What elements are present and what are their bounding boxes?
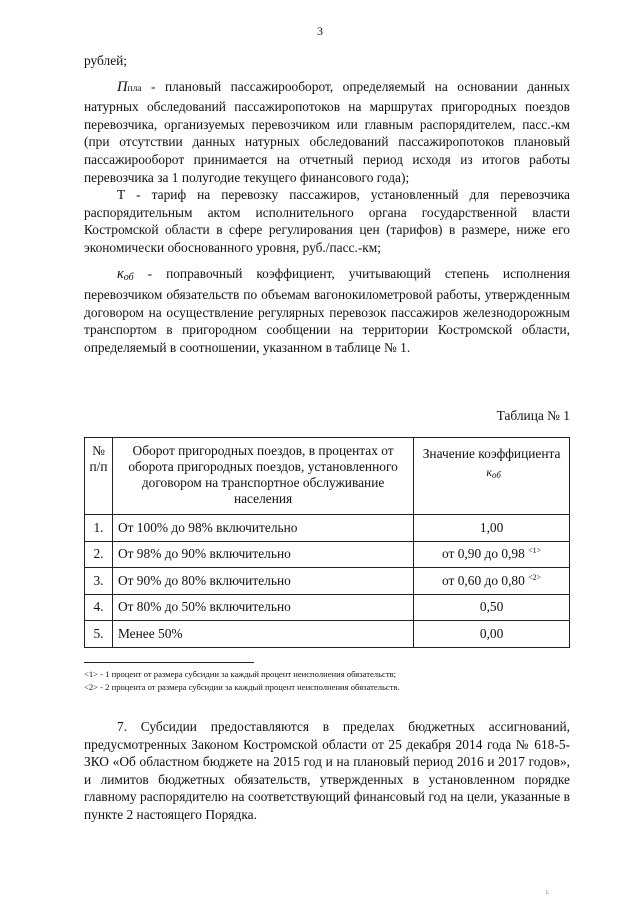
row-value <box>414 621 570 648</box>
row-description: От 80% до 50% включительно <box>112 594 413 621</box>
corner-mark: ʟ <box>546 888 550 896</box>
value-text: 1,00 <box>479 519 504 535</box>
k-symbol: к <box>117 265 124 282</box>
table-row <box>85 621 570 648</box>
row-number: 3. <box>85 568 113 595</box>
footnote-ref: <2> <box>528 572 542 582</box>
value-k-subscript: об <box>491 470 501 480</box>
footnote-1: <1> - 1 процент от размера субсидии за каждый процент неисполнения обязательств; <box>84 669 397 679</box>
table-row <box>85 594 570 621</box>
row-description: От 90% до 80% включительно <box>112 568 413 595</box>
footnote-ref: <1> <box>528 546 542 556</box>
row-number: 4. <box>85 594 113 621</box>
value-label-text: Значение коэффициента <box>422 446 561 461</box>
table-row <box>85 568 570 595</box>
document-body <box>84 52 570 357</box>
value-text: 0,50 <box>479 599 504 615</box>
k-subscript: об <box>123 271 134 283</box>
paragraph-7: 7. Субсидии предоставляются в пределах бюджетных ассигнований, предусмотренных Законом Костромской области от 25 декабря 2014 года № 618-5-ЗКО «Об областном бюджете на 2015 год и на плановый период 2016 и 2017 годов», и лимитов бюджетных обязательств, утвержденных в установленном порядке главному распорядителю на соответствующий финансовый год на цели, указанные в пункте 2 настоящего Порядка. <box>84 719 570 822</box>
header-description: Оборот пригородных поездов, в процентах от оборота пригородных поездов, установленного договором на транспортное обслуживание населения <box>112 438 413 515</box>
row-value <box>414 515 570 542</box>
row-value <box>414 541 570 568</box>
table-header-row <box>85 438 570 515</box>
row-number: 1. <box>85 515 113 542</box>
row-description: Менее 50% <box>112 621 413 648</box>
row-value <box>414 568 570 595</box>
row-description: От 100% до 98% включительно <box>112 515 413 542</box>
page-number: 3 <box>317 24 323 38</box>
k-definition-text: - поправочный коэффициент, учитывающий степень исполнения перевозчиком обязательств по объемам вагонокилометровой работы, утвержденным договором на осуществление регулярных перевозок пассажиров железнодорожным транспортом в пригородном сообщении на территории Костромской области, определяемый в соотношении, указанном в таблице № 1. <box>84 265 570 355</box>
footnotes <box>84 668 584 693</box>
header-number: № п/п <box>85 438 113 515</box>
header-value <box>414 438 570 515</box>
coefficient-definition <box>84 265 570 357</box>
row-value <box>414 594 570 621</box>
value-text: от 0,90 до 0,98 <box>442 546 525 562</box>
p-symbol: П <box>117 78 128 95</box>
table-caption: Таблица № 1 <box>496 408 570 423</box>
p-subscript: пла <box>127 83 142 94</box>
footnote-divider <box>84 662 254 663</box>
value-text: от 0,60 до 0,80 <box>442 572 525 588</box>
coefficient-table <box>84 437 570 648</box>
row-description: От 98% до 90% включительно <box>112 541 413 568</box>
row-number: 5. <box>85 621 113 648</box>
passenger-turnover-definition <box>84 78 570 187</box>
tariff-definition: Т - тариф на перевозку пассажиров, установленный для перевозчика распорядительным актом исполнительного органа государственной власти Костромской области в сфере регулирования цен (тарифов) в размере, ниже его экономически обоснованного уровня, руб./пасс.-км; <box>84 187 570 255</box>
p-definition-text: - плановый пассажирооборот, определяемый на основании данных натурных обследований пассажиропотоков на маршрутах пригородных поездов перевозчика, организуемых перевозчиком или главным распорядителем, пасс.-км (при отсутствии данных натурных обследований пассажиропотоков плановый пассажирооборот принимается на отчетный период исходя из итогов работы перевозчика за 1 полугодие текущего финансового года); <box>84 78 570 185</box>
rubles-line: рублей; <box>84 53 128 68</box>
value-k-symbol: к <box>486 465 492 479</box>
table-row <box>85 541 570 568</box>
header-value-label <box>414 445 569 484</box>
table-row <box>85 515 570 542</box>
row-number: 2. <box>85 541 113 568</box>
footnote-2: <2> - 2 процента от размера субсидии за каждый процент неисполнения обязательств. <box>84 681 400 692</box>
value-text: 0,00 <box>479 625 504 641</box>
